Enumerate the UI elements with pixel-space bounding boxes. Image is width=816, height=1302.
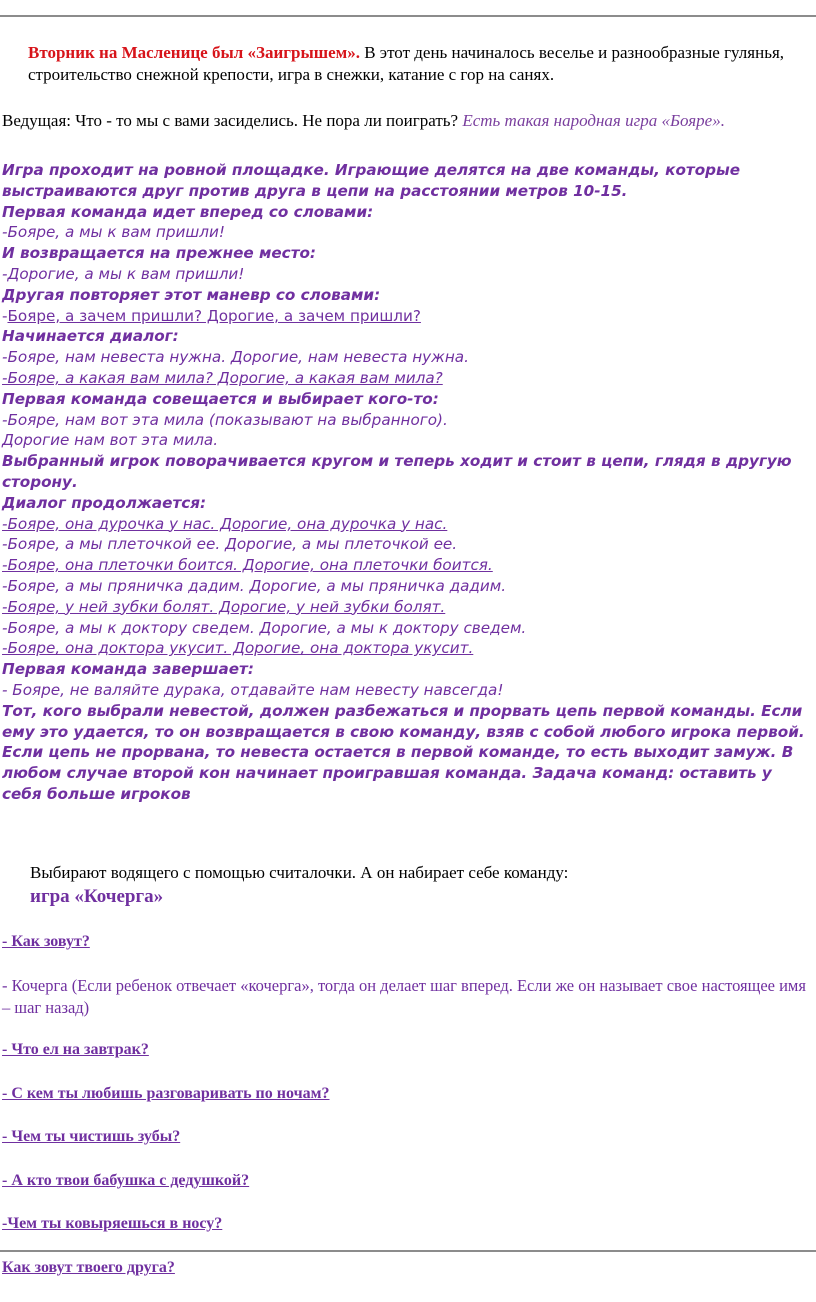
instruction-first-consults: Первая команда совещается и выбирает кого-то: [2, 389, 439, 408]
boyare-rules [2, 160, 814, 805]
question-6: -Чем ты ковыряешься в носу? [2, 1215, 223, 1232]
question-3: - С кем ты любишь разговаривать по ночам? [2, 1085, 330, 1102]
instruction-first-goes: Первая команда идет вперед со словами: [2, 202, 374, 221]
question-7: Как зовут твоего друга? [2, 1259, 175, 1276]
question-4: - Чем ты чистишь зубы? [2, 1128, 181, 1145]
game-intro: Есть такая народная игра «Бояре». [462, 111, 725, 130]
dialog-line-3 [2, 306, 814, 327]
instruction-first-finishes: Первая команда завершает: [2, 660, 254, 679]
dialog-line-14: -Бояре, она доктора укусит. Дорогие, она доктора укусит. [2, 639, 474, 658]
kocherga-intro: Выбирают водящего с помощью считалочки. А он набирает себе команду: [30, 863, 569, 882]
dialog-line-10: -Бояре, она плеточки боится. Дорогие, она плеточки боится. [2, 556, 493, 575]
top-divider [0, 15, 816, 17]
dialog-line-2: -Дорогие, а мы к вам пришли! [2, 264, 245, 283]
dialog-line-15: - Бояре, не валяйте дурака, отдавайте нам невесту навсегда! [2, 680, 504, 699]
rules-paragraph-1: Игра проходит на ровной площадке. Играющие делятся на две команды, которые выстраиваются друг против друга в цепи на расстоянии метров 10-15. [2, 161, 741, 200]
rules-paragraph-2: Тот, кого выбрали невестой, должен разбежаться и прорвать цепь первой команды. Если ему это удается, то он возвращается в свою команду, взяв с собой любого игрока первой. Если цепь не прорвана, то невеста остается в первой команде, то есть выходит замуж. В любом случае второй кон начинает проигравшая команда. Задача команд: оставить у себя больше игроков [2, 701, 805, 803]
instruction-dialog-continues: Диалог продолжается: [2, 493, 207, 512]
answer-1: - Кочерга (Если ребенок отвечает «кочерга», тогда он делает шаг вперед. Если же он называет свое настоящее имя – шаг назад) [2, 976, 806, 1017]
instruction-returns: И возвращается на прежнее место: [2, 244, 316, 263]
dialog-line-12: -Бояре, у ней зубки болят. Дорогие, у ней зубки болят. [2, 597, 446, 616]
dialog-line-5: -Бояре, а какая вам мила? Дорогие, а какая вам мила? [2, 368, 443, 387]
question-1: - Как зовут? [2, 933, 90, 950]
dialog-line-4: -Бояре, нам невеста нужна. Дорогие, нам невеста нужна. [2, 348, 469, 367]
dialog-line-7: Дорогие нам вот эта мила. [2, 431, 219, 450]
question-2: - Что ел на завтрак? [2, 1041, 149, 1058]
dialog-line-3-dash: - [2, 306, 8, 325]
instruction-dialog-starts: Начинается диалог: [2, 327, 179, 346]
instruction-chosen-turns: Выбранный игрок поворачивается кругом и теперь ходит и стоит в цепи, глядя в другую сторону. [2, 452, 792, 491]
kocherga-title: игра «Кочерга» [30, 886, 164, 907]
dialog-line-13: -Бояре, а мы к доктору сведем. Дорогие, а мы к доктору сведем. [2, 618, 527, 637]
dialog-line-1: -Бояре, а мы к вам пришли! [2, 223, 225, 242]
instruction-other-repeats: Другая повторяет этот маневр со словами: [2, 285, 381, 304]
host-line [2, 110, 814, 132]
intro-paragraph [28, 42, 803, 86]
host-text: Ведущая: Что - то мы с вами засиделись. Не пора ли поиграть? [2, 111, 463, 130]
intro-heading: Вторник на Масленице был «Заигрышем». [28, 43, 360, 62]
intro-text: В этот день начиналось веселье и разнообразные гулянья, строительство снежной крепости, игра в снежки, катание с гор на санях. [28, 43, 785, 84]
dialog-line-11: -Бояре, а мы пряничка дадим. Дорогие, а мы пряничка дадим. [2, 576, 507, 595]
bottom-divider [0, 1250, 816, 1252]
dialog-line-3-text: Бояре, а зачем пришли? Дорогие, а зачем пришли? [7, 306, 421, 325]
dialog-line-8: -Бояре, она дурочка у нас. Дорогие, она дурочка у нас. [2, 514, 448, 533]
dialog-line-9: -Бояре, а мы плеточкой ее. Дорогие, а мы плеточкой ее. [2, 535, 458, 554]
question-5: - А кто твои бабушка с дедушкой? [2, 1172, 250, 1189]
dialog-line-6: -Бояре, нам вот эта мила (показывают на выбранного). [2, 410, 448, 429]
